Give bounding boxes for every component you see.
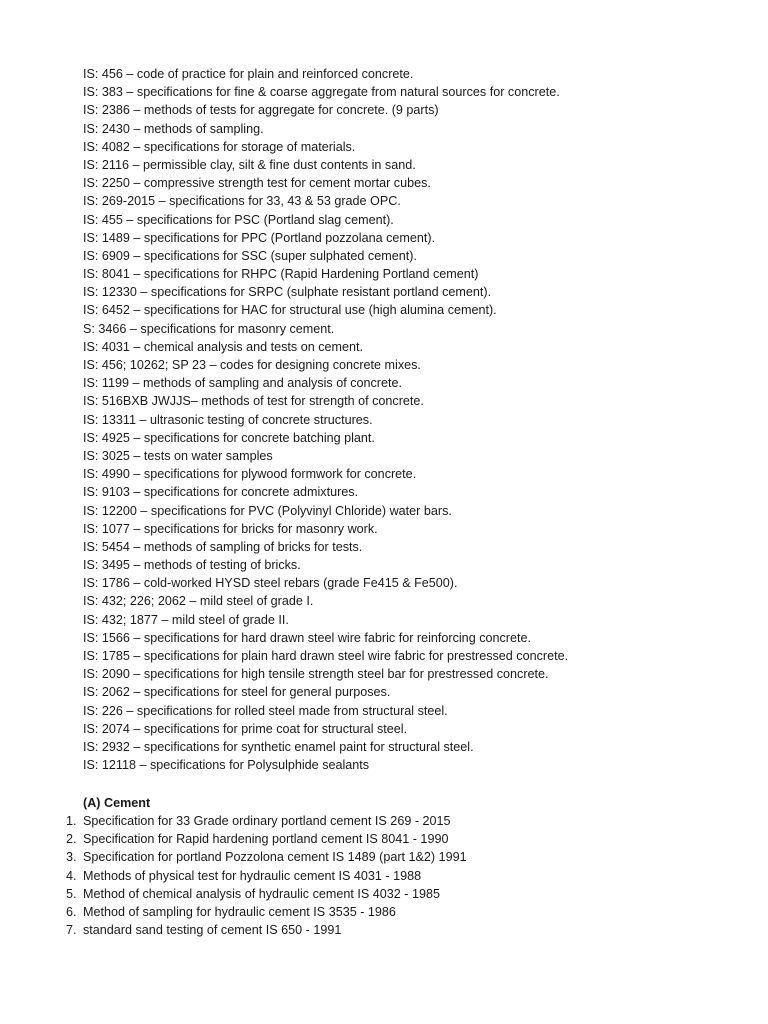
list-item: IS: 1489 – specifications for PPC (Portland pozzolana cement). <box>83 230 436 245</box>
list-item: IS: 9103 – specifications for concrete admixtures. <box>83 485 359 500</box>
item-number: 6. <box>66 904 77 919</box>
section-heading-cement: (A) Cement <box>83 796 151 810</box>
item-text: Method of sampling for hydraulic cement IS 3535 - 1986 <box>83 904 396 919</box>
list-item: IS: 2250 – compressive strength test for cement mortar cubes. <box>83 176 431 191</box>
list-item: IS: 455 – specifications for PSC (Portland slag cement). <box>83 212 394 227</box>
list-item: IS: 432; 1877 – mild steel of grade II. <box>83 612 289 627</box>
list-item: IS: 1077 – specifications for bricks for masonry work. <box>83 521 378 536</box>
list-item <box>66 921 467 939</box>
list-item: IS: 1785 – specifications for plain hard drawn steel wire fabric for prestressed concrete. <box>83 649 569 663</box>
item-number: 3. <box>66 850 77 865</box>
list-item: IS: 2116 – permissible clay, silt & fine dust contents in sand. <box>83 157 416 172</box>
list-item: IS: 12330 – specifications for SRPC (sulphate resistant portland cement). <box>83 285 492 300</box>
item-number: 7. <box>66 923 77 938</box>
list-item: IS: 8041 – specifications for RHPC (Rapid Hardening Portland cement) <box>83 267 479 282</box>
list-item: IS: 6452 – specifications for HAC for structural use (high alumina cement). <box>83 303 497 318</box>
list-item <box>66 903 467 921</box>
list-item: S: 3466 – specifications for masonry cement. <box>83 321 335 336</box>
list-item: IS: 2430 – methods of sampling. <box>83 121 264 136</box>
item-number: 5. <box>66 886 77 901</box>
list-item: IS: 13311 – ultrasonic testing of concrete structures. <box>83 412 373 427</box>
cement-spec-list <box>66 812 467 939</box>
list-item: IS: 5454 – methods of sampling of bricks for tests. <box>83 539 363 554</box>
list-item: IS: 2932 – specifications for synthetic enamel paint for structural steel. <box>83 739 474 754</box>
list-item: IS: 4925 – specifications for concrete batching plant. <box>83 430 375 445</box>
list-item: IS: 4990 – specifications for plywood formwork for concrete. <box>83 467 417 482</box>
list-item: IS: 456 – code of practice for plain and reinforced concrete. <box>83 67 414 81</box>
item-text: Specification for Rapid hardening portland cement IS 8041 - 1990 <box>83 832 449 847</box>
list-item: IS: 1786 – cold-worked HYSD steel rebars (grade Fe415 & Fe500). <box>83 576 458 591</box>
list-item: IS: 1566 – specifications for hard drawn steel wire fabric for reinforcing concrete. <box>83 630 531 645</box>
list-item: IS: 516BXB JWJJS– methods of test for strength of concrete. <box>83 394 424 409</box>
list-item: IS: 4031 – chemical analysis and tests on cement. <box>83 339 364 354</box>
list-item: IS: 2074 – specifications for prime coat for structural steel. <box>83 721 408 736</box>
is-code-list <box>83 65 568 774</box>
list-item: IS: 432; 226; 2062 – mild steel of grade I. <box>83 594 314 609</box>
list-item <box>66 830 467 848</box>
list-item: IS: 3025 – tests on water samples <box>83 448 273 463</box>
item-text: standard sand testing of cement IS 650 - 1991 <box>83 923 342 938</box>
list-item: IS: 12118 – specifications for Polysulphide sealants <box>83 758 370 773</box>
list-item: IS: 456; 10262; SP 23 – codes for designing concrete mixes. <box>83 358 421 372</box>
list-item <box>66 867 467 885</box>
item-text: Method of chemical analysis of hydraulic cement IS 4032 - 1985 <box>83 886 441 901</box>
list-item: IS: 2062 – specifications for steel for general purposes. <box>83 685 391 700</box>
list-item: IS: 1199 – methods of sampling and analysis of concrete. <box>83 376 402 391</box>
list-item: IS: 3495 – methods of testing of bricks. <box>83 558 301 573</box>
list-item: IS: 12200 – specifications for PVC (Polyvinyl Chloride) water bars. <box>83 503 452 518</box>
list-item: IS: 383 – specifications for fine & coarse aggregate from natural sources for concrete. <box>83 85 560 100</box>
list-item <box>66 848 467 866</box>
list-item: IS: 226 – specifications for rolled steel made from structural steel. <box>83 703 448 718</box>
item-number: 2. <box>66 832 77 847</box>
item-text: Specification for 33 Grade ordinary portland cement IS 269 - 2015 <box>83 814 451 828</box>
list-item <box>66 885 467 903</box>
item-text: Specification for portland Pozzolona cement IS 1489 (part 1&2) 1991 <box>83 850 467 865</box>
item-text: Methods of physical test for hydraulic cement IS 4031 - 1988 <box>83 868 422 883</box>
list-item: IS: 2090 – specifications for high tensile strength steel bar for prestressed concrete. <box>83 667 549 682</box>
list-item: IS: 2386 – methods of tests for aggregate for concrete. (9 parts) <box>83 103 439 118</box>
item-number: 1. <box>66 814 77 828</box>
list-item <box>66 812 467 830</box>
list-item: IS: 269-2015 – specifications for 33, 43 & 53 grade OPC. <box>83 194 401 209</box>
list-item: IS: 4082 – specifications for storage of materials. <box>83 139 356 154</box>
item-number: 4. <box>66 868 77 883</box>
list-item: IS: 6909 – specifications for SSC (super sulphated cement). <box>83 248 417 263</box>
